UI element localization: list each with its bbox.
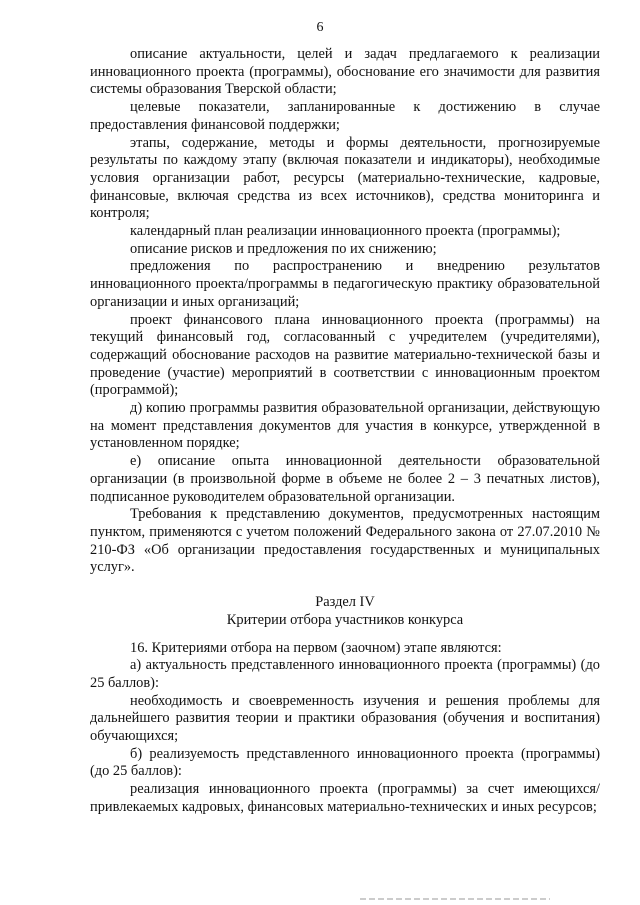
- criteria-paragraph: реализация инновационного проекта (программы) за счет имеющихся/привлекаемых кадровых, финансовых материально-технических и иных ресурсов;: [90, 781, 600, 815]
- paragraph: е) описание опыта инновационной деятельности образовательной организации (в произвольной форме в объеме не более 2 – 3 печатных листов), подписанное руководителем образовательной организации.: [90, 453, 600, 505]
- scan-artifact: [360, 898, 550, 900]
- spacer: [90, 630, 600, 640]
- document-body: [90, 46, 600, 817]
- criteria-paragraph: необходимость и своевременность изучения и решения проблемы для дальнейшего развития теории и практики образования (обучения и воспитания) обучающихся;: [90, 692, 600, 745]
- page-number: 6: [316, 20, 324, 35]
- criteria-paragraph: 16. Критериями отбора на первом (заочном) этапе являются:: [130, 639, 502, 656]
- criteria-paragraph: а) актуальность представленного инновационного проекта (программы) (до 25 баллов):: [90, 657, 600, 691]
- paragraph: проект финансового плана инновационного проекта (программы) на текущий финансовый год, согласованный с учредителем (учредителями), содержащий обоснование расходов на развитие материально-технической базы и проведение (участие) мероприятий в соответствии с инновационным проектом (программой);: [90, 311, 600, 399]
- paragraph: описание рисков и предложения по их снижению;: [130, 240, 437, 257]
- paragraph: целевые показатели, запланированные к достижению в случае предоставления финансовой поддержки;: [90, 99, 600, 133]
- paragraph: календарный план реализации инновационного проекта (программы);: [130, 223, 561, 240]
- spacer: [90, 577, 600, 594]
- criteria-paragraph: б) реализуемость представленного инновационного проекта (программы) (до 25 баллов):: [90, 745, 600, 780]
- paragraph: описание актуальности, целей и задач предлагаемого к реализации инновационного проекта (программы), обоснование его значимости для развития системы образования Тверской области;: [90, 46, 600, 98]
- paragraph: этапы, содержание, методы и формы деятельности, прогнозируемые результаты по каждому этапу (включая показатели и индикаторы), необходимые условия организации работ, ресурсы (материально-технические, кадровые, финансовые, включая средства из всех источников), средства мониторинга и контроля;: [90, 134, 600, 222]
- section-title: Критерии отбора участников конкурса: [226, 611, 464, 628]
- paragraph: Требования к представлению документов, предусмотренных настоящим пунктом, применяются с учетом положений Федерального закона от 27.07.2010 № 210-ФЗ «Об организации предоставления государственных и муниципальных услуг».: [90, 506, 600, 576]
- paragraph: д) копию программы развития образовательной организации, действующую на момент представления документов для участия в конкурсе, утвержденной в установленном порядке;: [90, 400, 600, 452]
- section-label: Раздел IV: [315, 594, 375, 611]
- paragraph: предложения по распространению и внедрению результатов инновационного проекта/программы в педагогическую практику образовательной организации и иных организаций;: [90, 258, 600, 310]
